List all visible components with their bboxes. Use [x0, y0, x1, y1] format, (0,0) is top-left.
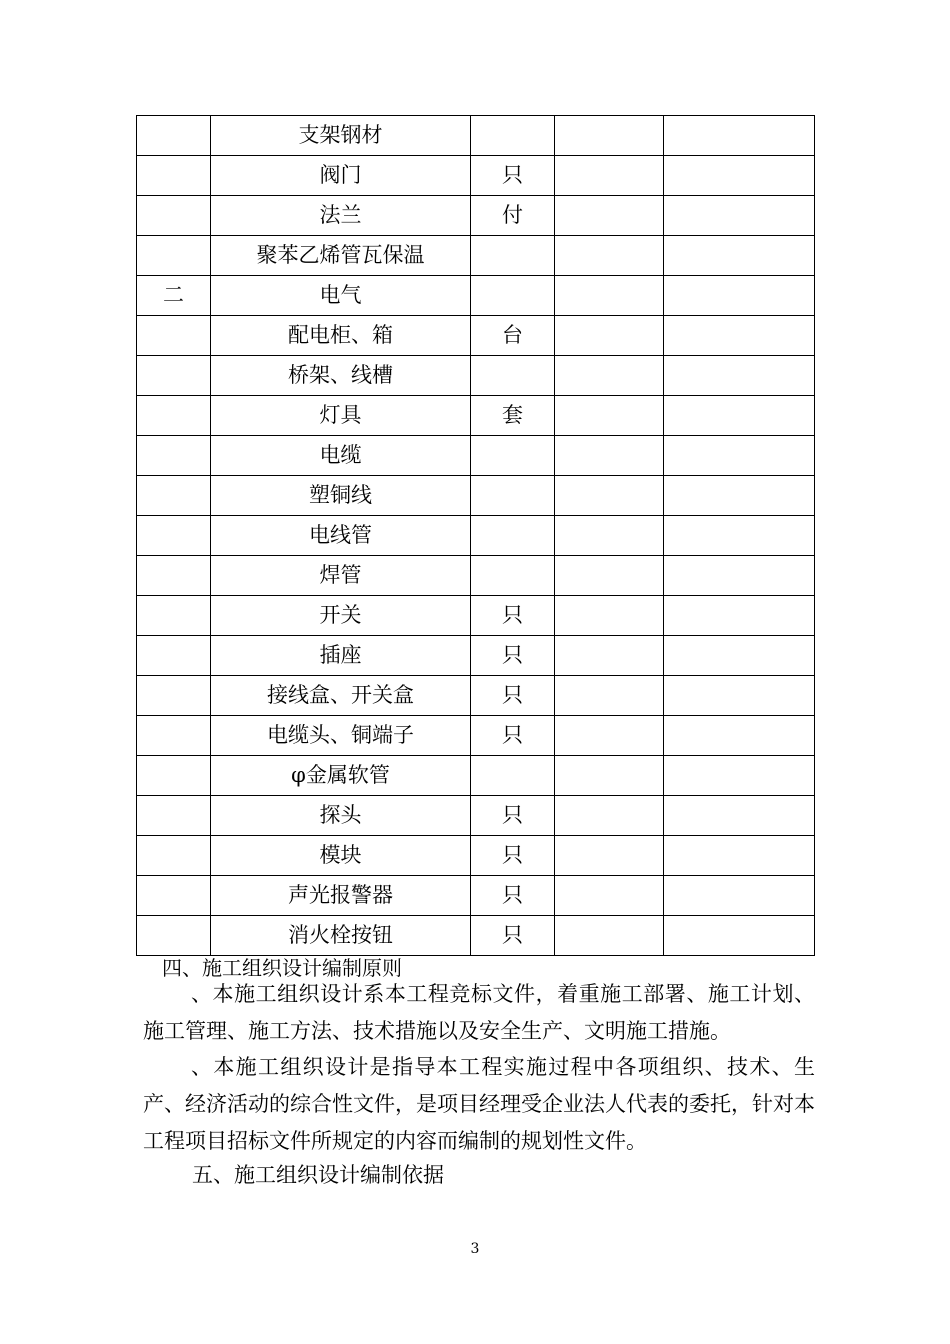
- table-row: [137, 836, 815, 876]
- cell-no: [137, 316, 211, 356]
- cell-name: 法兰: [211, 196, 471, 236]
- cell-unit: 只: [471, 716, 555, 756]
- cell-no: [137, 356, 211, 396]
- cell-qty: [555, 236, 664, 276]
- cell-qty: [555, 796, 664, 836]
- cell-no: [137, 396, 211, 436]
- materials-table: [136, 115, 815, 956]
- cell-unit: 付: [471, 196, 555, 236]
- table-row: [137, 916, 815, 956]
- cell-name: 探头: [211, 796, 471, 836]
- cell-no: [137, 116, 211, 156]
- cell-qty: [555, 596, 664, 636]
- cell-no: [137, 836, 211, 876]
- cell-remark: [664, 556, 815, 596]
- cell-name: 插座: [211, 636, 471, 676]
- cell-no: [137, 876, 211, 916]
- cell-qty: [555, 436, 664, 476]
- cell-qty: [555, 156, 664, 196]
- table-row: [137, 716, 815, 756]
- cell-remark: [664, 636, 815, 676]
- table-row: [137, 876, 815, 916]
- cell-qty: [555, 876, 664, 916]
- cell-no: [137, 916, 211, 956]
- cell-no: [137, 676, 211, 716]
- cell-qty: [555, 756, 664, 796]
- materials-table-body: [137, 116, 815, 956]
- table-row: [137, 116, 815, 156]
- cell-unit: [471, 556, 555, 596]
- cell-name: 阀门: [211, 156, 471, 196]
- cell-remark: [664, 876, 815, 916]
- table-row: [137, 516, 815, 556]
- table-row: [137, 556, 815, 596]
- cell-remark: [664, 236, 815, 276]
- cell-qty: [555, 716, 664, 756]
- cell-qty: [555, 476, 664, 516]
- table-row: [137, 756, 815, 796]
- cell-unit: [471, 516, 555, 556]
- table-row: [137, 636, 815, 676]
- cell-remark: [664, 156, 815, 196]
- cell-qty: [555, 516, 664, 556]
- table-row: [137, 436, 815, 476]
- table-row: [137, 476, 815, 516]
- cell-remark: [664, 196, 815, 236]
- cell-unit: [471, 276, 555, 316]
- cell-no: [137, 596, 211, 636]
- page-number: 3: [470, 1241, 480, 1257]
- cell-remark: [664, 916, 815, 956]
- cell-qty: [555, 396, 664, 436]
- cell-remark: [664, 676, 815, 716]
- table-row: [137, 196, 815, 236]
- cell-remark: [664, 756, 815, 796]
- section-4-heading: 四、施工组织设计编制原则: [162, 956, 402, 980]
- cell-no: [137, 436, 211, 476]
- cell-unit: [471, 756, 555, 796]
- cell-no: [137, 196, 211, 236]
- cell-remark: [664, 476, 815, 516]
- cell-unit: [471, 436, 555, 476]
- cell-unit: [471, 356, 555, 396]
- cell-name: 灯具: [211, 396, 471, 436]
- cell-qty: [555, 556, 664, 596]
- section-4-paragraph-2: 、本施工组织设计是指导本工程实施过程中各项组织、技术、生产、经济活动的综合性文件，是项目经理受企业法人代表的委托，针对本工程项目招标文件所规定的内容而编制的规划性文件。: [143, 1055, 815, 1153]
- cell-qty: [555, 676, 664, 716]
- table-row: [137, 796, 815, 836]
- cell-qty: [555, 636, 664, 676]
- cell-no: 二: [137, 276, 211, 316]
- cell-unit: [471, 236, 555, 276]
- cell-no: [137, 756, 211, 796]
- cell-name: 配电柜、箱: [211, 316, 471, 356]
- cell-no: [137, 556, 211, 596]
- cell-name: 桥架、线槽: [211, 356, 471, 396]
- cell-unit: [471, 116, 555, 156]
- cell-unit: 只: [471, 796, 555, 836]
- cell-unit: 只: [471, 596, 555, 636]
- cell-qty: [555, 316, 664, 356]
- table-row: [137, 596, 815, 636]
- cell-name: 塑铜线: [211, 476, 471, 516]
- cell-qty: [555, 836, 664, 876]
- cell-name: 焊管: [211, 556, 471, 596]
- section-5-heading: 五、施工组织设计编制依据: [192, 1163, 444, 1187]
- cell-no: [137, 476, 211, 516]
- cell-unit: 只: [471, 156, 555, 196]
- cell-name: 聚苯乙烯管瓦保温: [211, 236, 471, 276]
- cell-no: [137, 236, 211, 276]
- cell-unit: 套: [471, 396, 555, 436]
- cell-qty: [555, 276, 664, 316]
- cell-qty: [555, 356, 664, 396]
- cell-remark: [664, 356, 815, 396]
- cell-remark: [664, 516, 815, 556]
- cell-remark: [664, 276, 815, 316]
- table-row: [137, 276, 815, 316]
- cell-name: 电缆头、铜端子: [211, 716, 471, 756]
- cell-remark: [664, 796, 815, 836]
- cell-remark: [664, 116, 815, 156]
- cell-unit: 只: [471, 676, 555, 716]
- cell-name: 接线盒、开关盒: [211, 676, 471, 716]
- cell-unit: 只: [471, 836, 555, 876]
- cell-unit: [471, 476, 555, 516]
- cell-name: 支架钢材: [211, 116, 471, 156]
- cell-remark: [664, 396, 815, 436]
- cell-name: 声光报警器: [211, 876, 471, 916]
- cell-qty: [555, 196, 664, 236]
- cell-name: φ金属软管: [211, 756, 471, 796]
- cell-qty: [555, 916, 664, 956]
- cell-name: 电气: [211, 276, 471, 316]
- cell-unit: 只: [471, 876, 555, 916]
- cell-unit: 只: [471, 636, 555, 676]
- cell-remark: [664, 316, 815, 356]
- table-row: [137, 356, 815, 396]
- table-row: [137, 316, 815, 356]
- table-row: [137, 396, 815, 436]
- cell-no: [137, 156, 211, 196]
- section-4-paragraph-1: 、本施工组织设计系本工程竞标文件，着重施工部署、施工计划、施工管理、施工方法、技术措施以及安全生产、文明施工措施。: [143, 982, 815, 1043]
- cell-no: [137, 796, 211, 836]
- cell-name: 开关: [211, 596, 471, 636]
- cell-no: [137, 636, 211, 676]
- cell-qty: [555, 116, 664, 156]
- cell-remark: [664, 596, 815, 636]
- cell-remark: [664, 436, 815, 476]
- cell-unit: 台: [471, 316, 555, 356]
- cell-no: [137, 516, 211, 556]
- cell-no: [137, 716, 211, 756]
- cell-unit: 只: [471, 916, 555, 956]
- cell-remark: [664, 716, 815, 756]
- table-row: [137, 156, 815, 196]
- table-row: [137, 676, 815, 716]
- table-row: [137, 236, 815, 276]
- cell-remark: [664, 836, 815, 876]
- cell-name: 模块: [211, 836, 471, 876]
- cell-name: 电线管: [211, 516, 471, 556]
- cell-name: 消火栓按钮: [211, 916, 471, 956]
- cell-name: 电缆: [211, 436, 471, 476]
